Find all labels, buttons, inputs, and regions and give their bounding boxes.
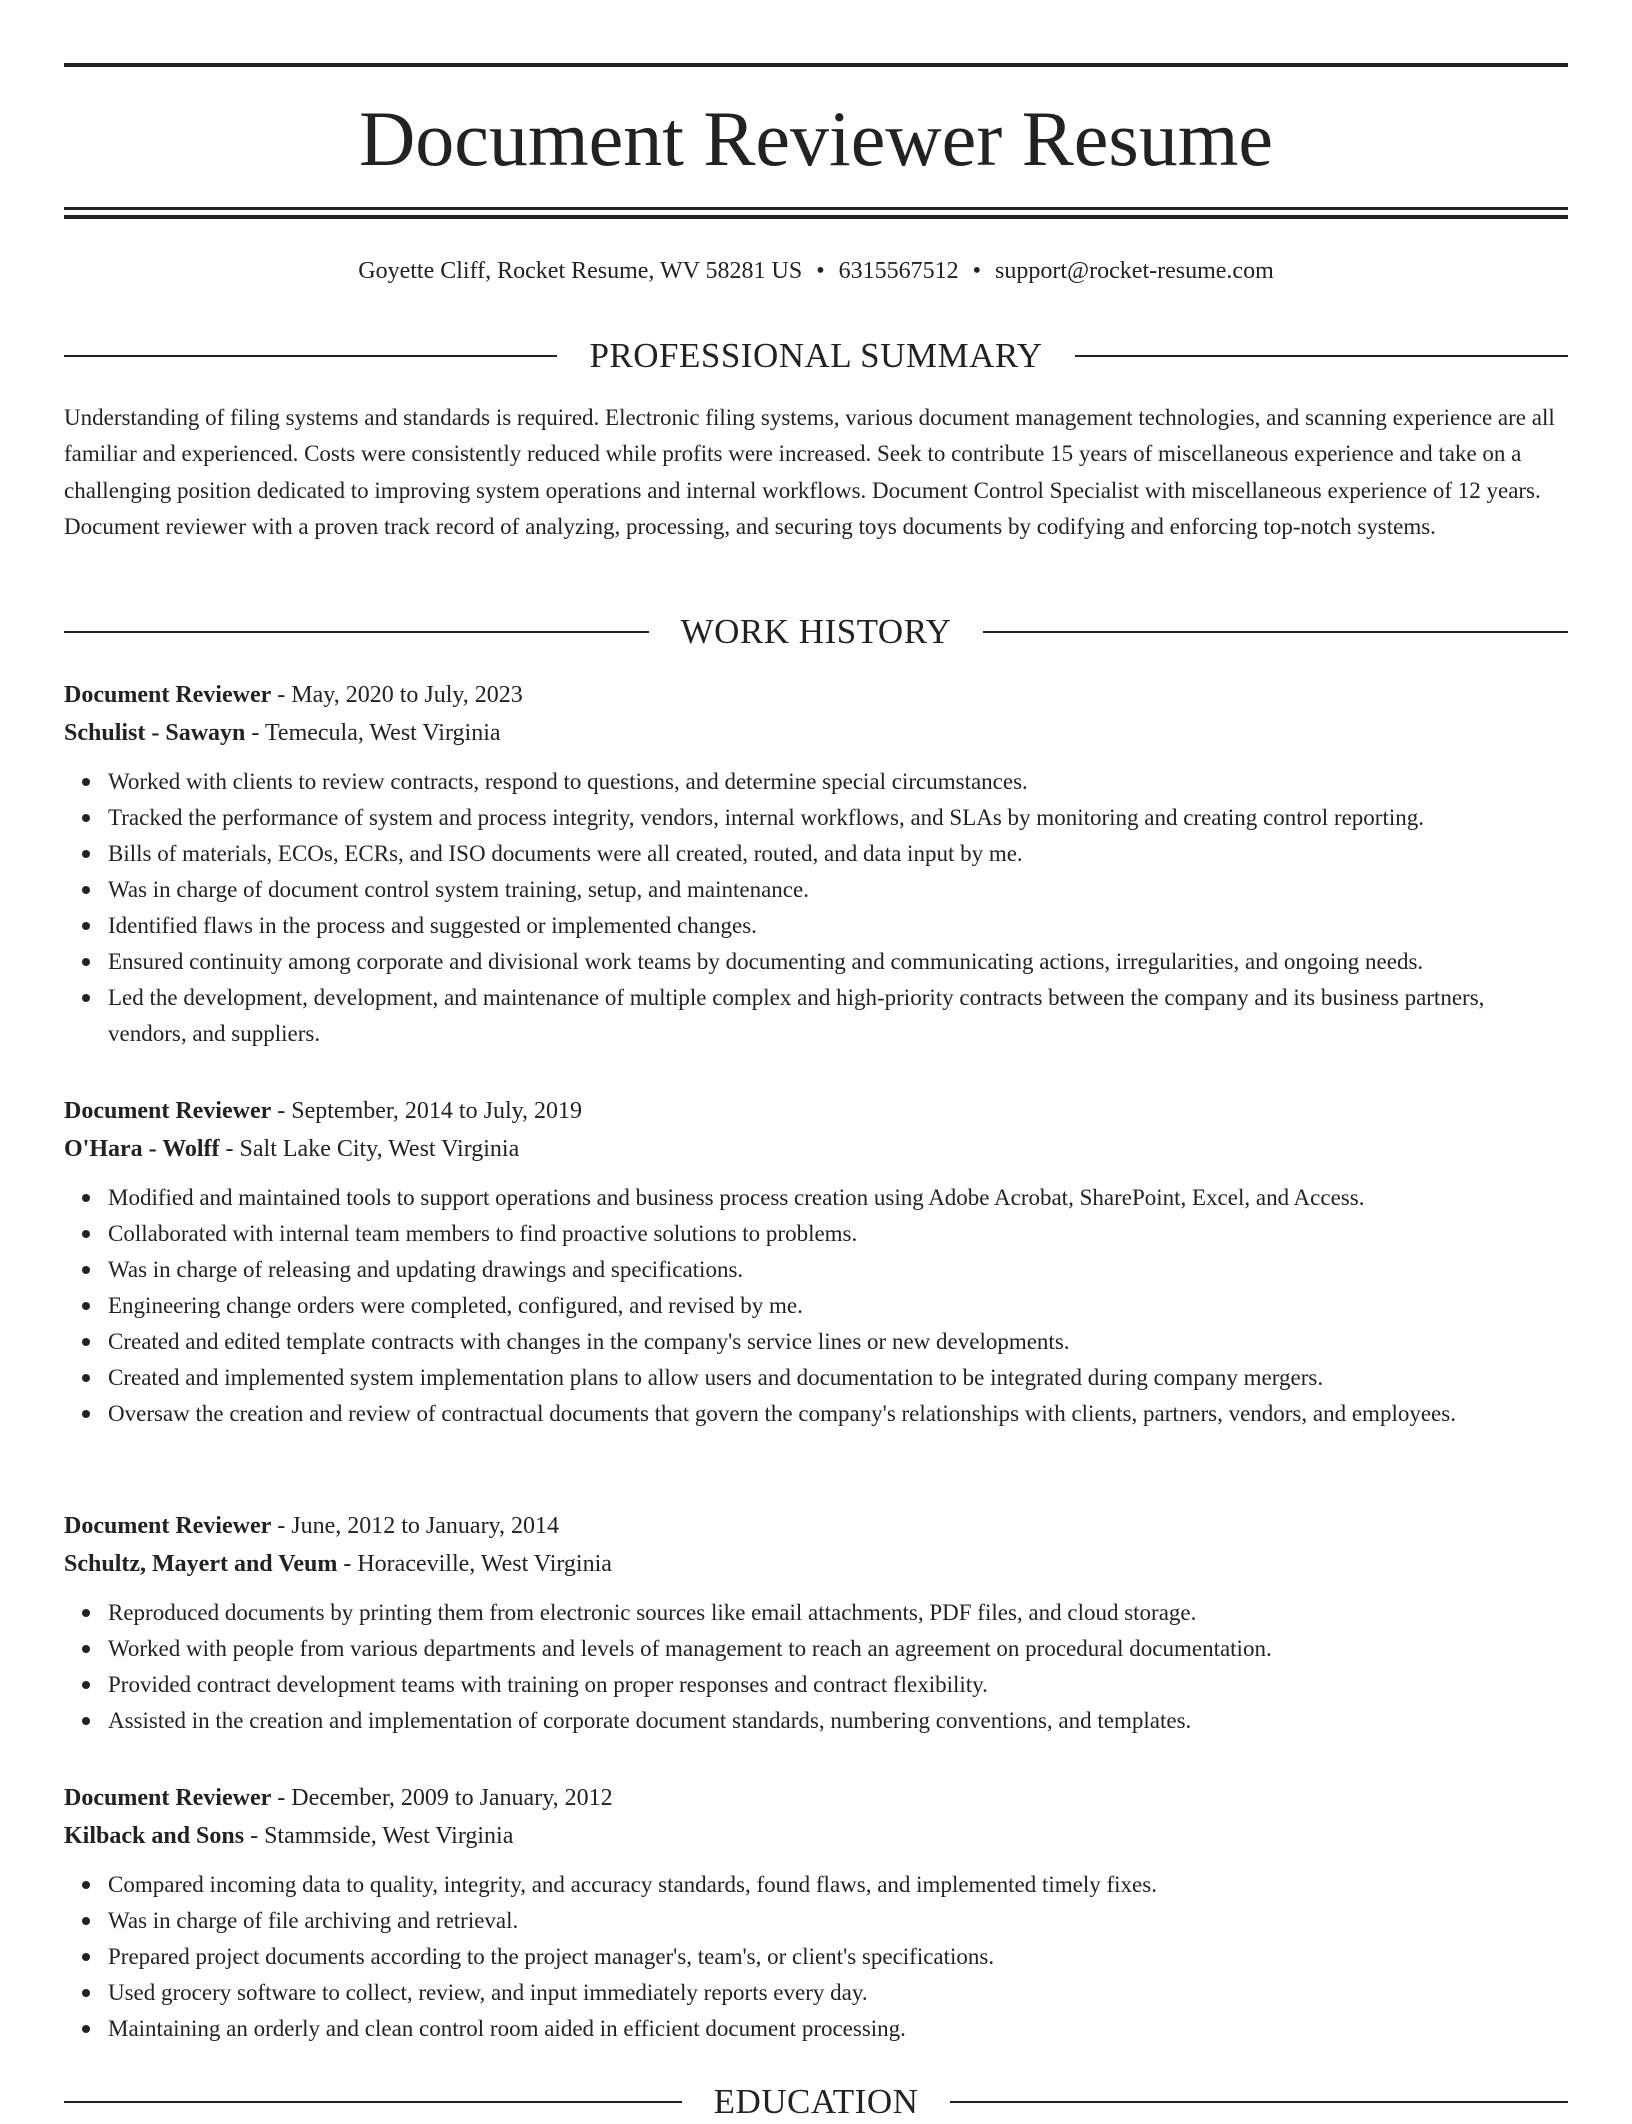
work-history-heading: [64, 610, 1568, 654]
job-location: - Temecula, West Virginia: [245, 720, 501, 746]
job-dates: - September, 2014 to July, 2019: [271, 1098, 583, 1124]
job-company: Kilback and Sons: [64, 1823, 245, 1849]
job-dates: - June, 2012 to January, 2014: [271, 1513, 559, 1539]
job-dates: - December, 2009 to January, 2012: [271, 1785, 613, 1811]
job-company-line: [64, 714, 1568, 752]
job-bullet: Was in charge of releasing and updating drawings and specifications.: [108, 1252, 1568, 1288]
job-entry: [64, 1092, 1568, 1432]
education-heading: [64, 2080, 1568, 2124]
heading-rule-left: [64, 2101, 682, 2103]
job-entry: [64, 1507, 1568, 1739]
job-company-line: [64, 1130, 1568, 1168]
job-entry: [64, 676, 1568, 1052]
job-company-line: [64, 1817, 1568, 1855]
job-bullet: Compared incoming data to quality, integrity, and accuracy standards, found flaws, and implemented timely fixes.: [108, 1867, 1568, 1903]
job-company: Schulist - Sawayn: [64, 720, 246, 746]
resume-title: Document Reviewer Resume: [358, 95, 1274, 182]
job-bullet: Collaborated with internal team members to find proactive solutions to problems.: [108, 1216, 1568, 1252]
job-bullet: Used grocery software to collect, review, and input immediately reports every day.: [108, 1975, 1568, 2011]
heading-rule-right: [1075, 355, 1568, 357]
job-location: - Salt Lake City, West Virginia: [219, 1136, 520, 1162]
job-company: O'Hara - Wolff: [64, 1136, 220, 1162]
heading-rule-left: [64, 631, 649, 633]
job-bullet: Modified and maintained tools to support operations and business process creation using Adobe Acrobat, SharePoint, Excel, and Access.: [108, 1180, 1568, 1216]
job-bullet: Provided contract development teams with training on proper responses and contract flexibility.: [108, 1667, 1568, 1703]
job-title: Document Reviewer: [64, 1785, 272, 1811]
contact-line: [64, 255, 1568, 287]
job-bullet: Was in charge of file archiving and retrieval.: [108, 1903, 1568, 1939]
job-bullet: Tracked the performance of system and process integrity, vendors, internal workflows, and SLAs by monitoring and creating control reporting.: [108, 800, 1568, 836]
job-bullet: Engineering change orders were completed, configured, and revised by me.: [108, 1288, 1568, 1324]
job-bullet: Assisted in the creation and implementation of corporate document standards, numbering conventions, and templates.: [108, 1703, 1568, 1739]
job-title: Document Reviewer: [64, 1513, 272, 1539]
job-title: Document Reviewer: [64, 1098, 272, 1124]
job-bullet: Worked with people from various departments and levels of management to reach an agreement on procedural documentation.: [108, 1631, 1568, 1667]
contact-email[interactable]: support@rocket-resume.com: [995, 258, 1274, 284]
top-rule: [64, 63, 1568, 67]
job-bullets: [64, 1595, 1568, 1739]
job-bullet: Worked with clients to review contracts, respond to questions, and determine special circumstances.: [108, 764, 1568, 800]
heading-rule-left: [64, 355, 557, 357]
work-history-heading-label: WORK HISTORY: [680, 612, 952, 651]
contact-separator: •: [972, 258, 982, 284]
job-bullet: Created and edited template contracts with changes in the company's service lines or new developments.: [108, 1324, 1568, 1360]
title-rule-upper: [64, 207, 1568, 210]
job-bullet: Bills of materials, ECOs, ECRs, and ISO documents were all created, routed, and data input by me.: [108, 836, 1568, 872]
contact-phone[interactable]: 6315567512: [838, 258, 959, 284]
job-bullet: Reproduced documents by printing them from electronic sources like email attachments, PDF files, and cloud storage.: [108, 1595, 1568, 1631]
job-bullet: Maintaining an orderly and clean control room aided in efficient document processing.: [108, 2011, 1568, 2047]
contact-separator: •: [816, 258, 825, 284]
job-bullet: Was in charge of document control system training, setup, and maintenance.: [108, 872, 1568, 908]
job-bullet: Created and implemented system implementation plans to allow users and documentation to be integrated during company mergers.: [108, 1360, 1568, 1396]
job-bullet: Oversaw the creation and review of contractual documents that govern the company's relationships with clients, partners, vendors, and employees.: [108, 1396, 1568, 1432]
job-bullet: Identified flaws in the process and suggested or implemented changes.: [108, 908, 1568, 944]
education-heading-label: EDUCATION: [713, 2082, 919, 2121]
job-title-line: [64, 1779, 1568, 1817]
job-bullets: [64, 1867, 1568, 2047]
job-bullets: [64, 1180, 1568, 1432]
contact-address: Goyette Cliff, Rocket Resume, WV 58281 US: [358, 258, 803, 284]
title-rule-lower: [64, 215, 1568, 219]
heading-rule-right: [983, 631, 1568, 633]
job-entry: [64, 1779, 1568, 2047]
job-title: Document Reviewer: [64, 682, 272, 708]
summary-text: Understanding of filing systems and standards is required. Electronic filing systems, various document management technologies, and scanning experience are all familiar and experienced. Costs were consistently reduced while profits were increased. Seek to contribute 15 years of miscellaneous experience and take on a challenging position dedicated to improving system operations and internal workflows. Document Control Specialist with miscellaneous experience of 12 years. Document reviewer with a proven track record of analyzing, processing, and securing toys documents by codifying and enforcing top-notch systems.: [64, 405, 1555, 540]
heading-rule-right: [950, 2101, 1568, 2103]
job-bullet: Ensured continuity among corporate and divisional work teams by documenting and communicating actions, irregularities, and ongoing needs.: [108, 944, 1568, 980]
job-bullet: Led the development, development, and maintenance of multiple complex and high-priority contracts between the company and its business partners, vendors, and suppliers.: [108, 980, 1568, 1052]
job-dates: - May, 2020 to July, 2023: [271, 682, 523, 708]
job-bullet: Prepared project documents according to the project manager's, team's, or client's specifications.: [108, 1939, 1568, 1975]
job-title-line: [64, 676, 1568, 714]
job-location: - Horaceville, West Virginia: [337, 1551, 612, 1577]
job-company: Schultz, Mayert and Veum: [64, 1551, 338, 1577]
job-location: - Stammside, West Virginia: [244, 1823, 514, 1849]
job-bullets: [64, 764, 1568, 1052]
job-company-line: [64, 1545, 1568, 1583]
job-title-line: [64, 1507, 1568, 1545]
summary-heading: [64, 334, 1568, 378]
job-title-line: [64, 1092, 1568, 1130]
summary-heading-label: PROFESSIONAL SUMMARY: [589, 336, 1043, 375]
